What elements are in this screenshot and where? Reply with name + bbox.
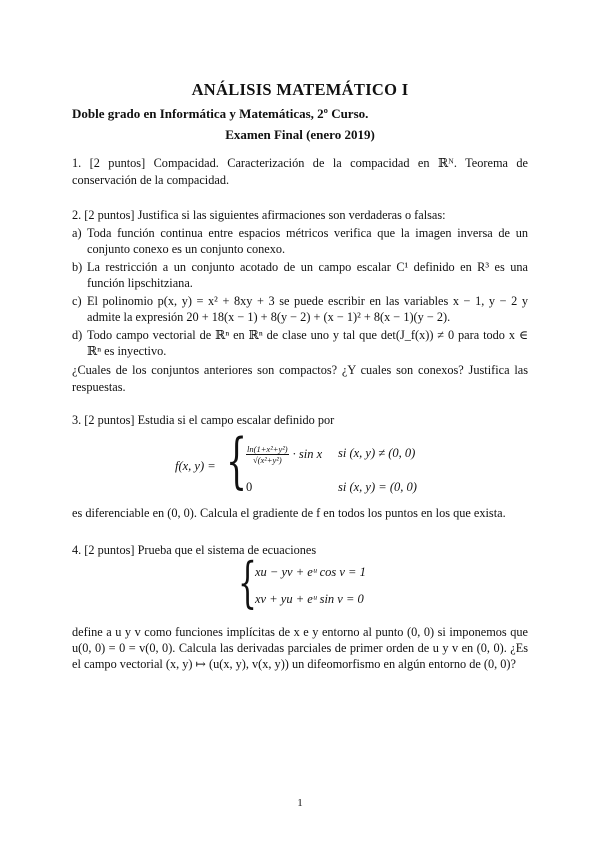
question-4-intro: 4. [2 puntos] Prueba que el sistema de ecuaciones: [72, 543, 317, 557]
function-lhs: f(x, y) =: [175, 459, 216, 473]
case-1-fraction: [246, 444, 289, 465]
case-1-rest: · sin x: [292, 446, 323, 461]
item-text: Toda función continua entre espacios métricos verifica que la imagen inversa de un conjunto conexo es un conjunto conexo.: [87, 226, 528, 256]
question-1: 1. [2 puntos] Compacidad. Caracterización de la compacidad en ℝᴺ. Teorema de conservación de la compacidad.: [72, 156, 528, 187]
fraction-denominator: √(x²+y²): [252, 454, 282, 465]
exam-title: ANÁLISIS MATEMÁTICO I: [191, 80, 409, 99]
question-3-intro: 3. [2 puntos] Estudia si el campo escalar definido por: [72, 413, 335, 427]
equation-2: xv + yu + eᵘ sin v = 0: [255, 592, 364, 606]
fraction-numerator: ln(1+x²+y²): [247, 443, 288, 454]
page-number: 1: [297, 797, 303, 809]
system-brace: {: [238, 551, 257, 614]
item-label: c): [72, 294, 82, 308]
item-label: b): [72, 260, 83, 274]
exam-date: Examen Final (enero 2019): [225, 127, 375, 142]
left-brace: {: [226, 426, 248, 496]
equation-1: xu − yv + eᵘ cos v = 1: [255, 565, 366, 579]
question-4-outro: define a u y v como funciones implícitas de x e y entorno al punto (0, 0) si imponemos que u(0, 0) = 0 = v(0, 0). Calcula las derivadas parciales de primer orden de u y v en (0, 0). ¿Es el campo vectorial (x, y) ↦ (u(x, y), v(x, y)) un difeomorfismo en algún entorno de (0, 0)?: [72, 625, 528, 672]
item-label: d): [72, 328, 83, 342]
item-label: a): [72, 226, 82, 240]
case-2-value: 0: [246, 480, 253, 494]
case-2-condition: si (x, y) = (0, 0): [338, 480, 417, 494]
question-2-item-a: [72, 226, 528, 257]
question-2-item-b: [72, 260, 528, 291]
question-3-outro: es diferenciable en (0, 0). Calcula el gradiente de f en todos los puntos en los que exista.: [72, 506, 506, 520]
question-2-item-d: [72, 328, 528, 359]
item-text: El polinomio p(x, y) = x² + 8xy + 3 se puede escribir en las variables x − 1, y − 2 y admite la expresión 20 + 18(x − 1) + 8(y − 2) + (x − 1)² + 8(x − 1)(y − 2).: [87, 294, 528, 324]
question-2-outro: ¿Cuales de los conjuntos anteriores son compactos? ¿Y cuales son conexos? Justifica las respuestas.: [72, 363, 528, 394]
question-2-item-c: [72, 294, 528, 325]
case-1-expression: [246, 441, 322, 467]
item-text: La restricción a un conjunto acotado de un campo escalar C¹ definido en R³ es una función lipschitziana.: [87, 260, 528, 290]
case-1-condition: si (x, y) ≠ (0, 0): [338, 446, 416, 460]
item-text: Todo campo vectorial de ℝⁿ en ℝⁿ de clase uno y tal que det(J_f(x)) ≠ 0 para todo x ∈ ℝⁿ es inyectivo.: [87, 328, 528, 358]
course-subtitle: Doble grado en Informática y Matemáticas, 2º Curso.: [72, 106, 369, 121]
question-2-intro: 2. [2 puntos] Justifica si las siguientes afirmaciones son verdaderas o falsas:: [72, 208, 446, 222]
